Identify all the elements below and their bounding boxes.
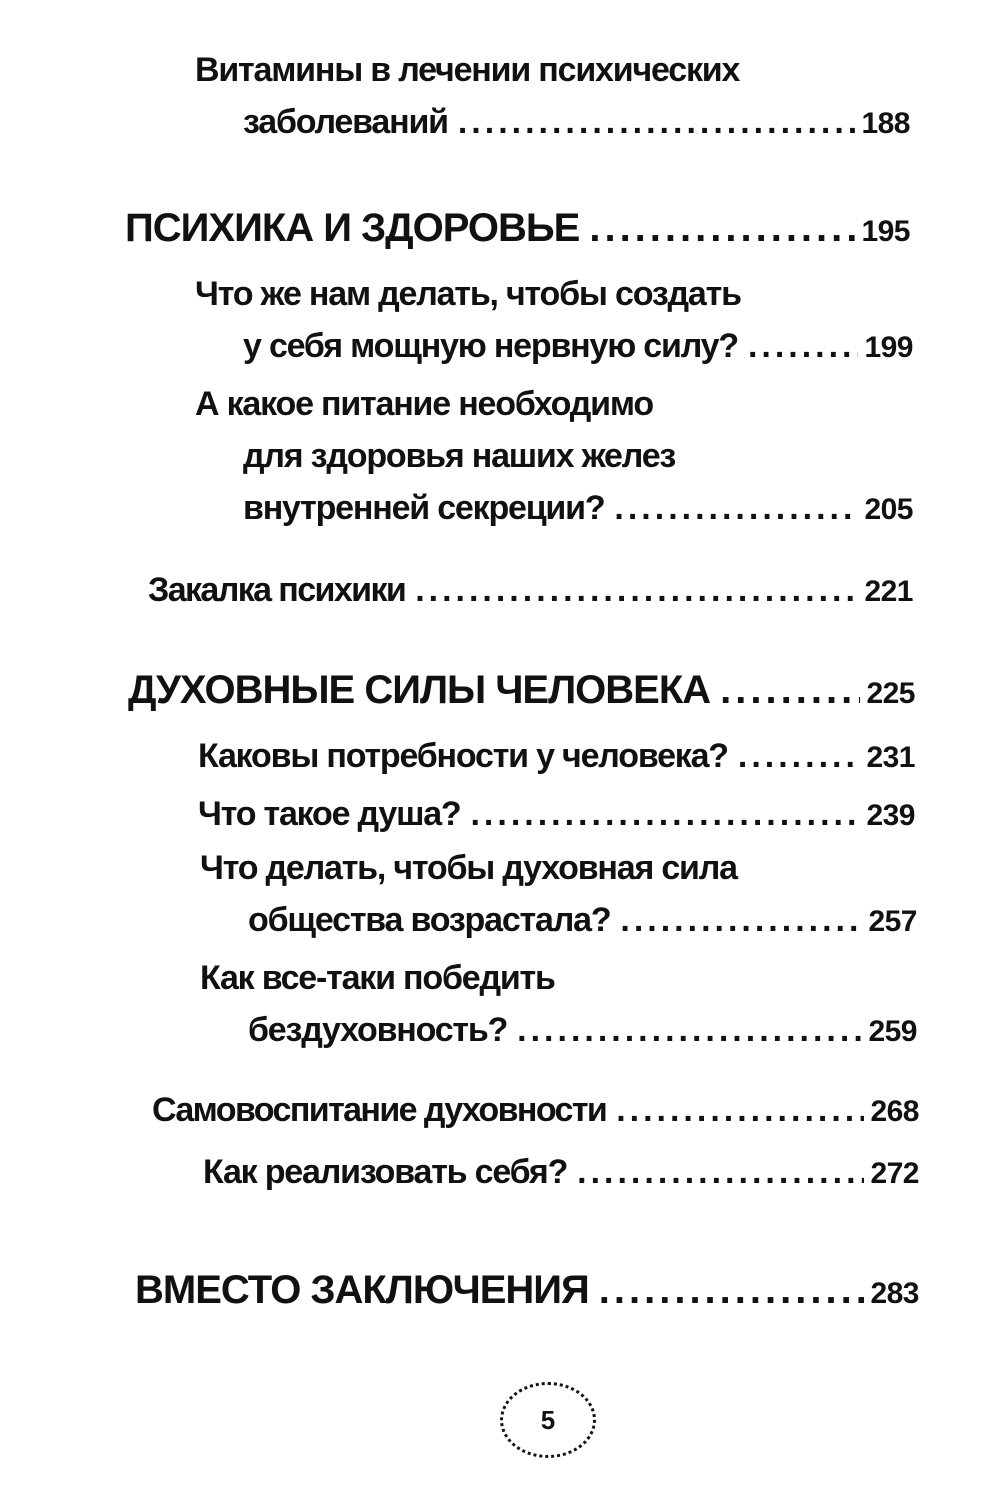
toc-page-number: 272 [870, 1157, 919, 1190]
toc-entry-self-education [152, 1084, 919, 1138]
toc-page-number: 239 [866, 799, 915, 832]
dot-leader [720, 660, 860, 720]
dot-leader [517, 1004, 862, 1056]
page-number-badge [500, 1382, 596, 1458]
dot-leader [589, 198, 855, 258]
toc-entry-vitamins [195, 44, 910, 150]
toc-entry-text: Каковы потребности у человека? [198, 737, 728, 775]
toc-entry-last-line [243, 482, 913, 536]
dot-leader [577, 1146, 864, 1198]
toc-entry-line [198, 730, 915, 784]
toc-entry-nutrition [195, 378, 913, 536]
toc-section-title: ВМЕСТО ЗАКЛЮЧЕНИЯ [135, 1268, 589, 1312]
toc-entry-line: А какое питание необходимо [195, 385, 653, 423]
dot-leader [620, 894, 862, 946]
toc-entry-line [152, 1084, 919, 1138]
toc-entry-line: Витамины в лечении психических [195, 51, 740, 89]
toc-entry-line [198, 788, 915, 842]
toc-page-number: 225 [866, 677, 915, 710]
toc-entry-line: для здоровья наших желез [243, 437, 676, 475]
toc-entry-line: Что же нам делать, чтобы создать [195, 275, 741, 313]
toc-entry-text: у себя мощную нервную силу? [243, 327, 738, 365]
toc-page-number: 195 [861, 215, 910, 248]
toc-entry-last-line [248, 894, 917, 948]
toc-entry-text: заболеваний [243, 103, 448, 141]
toc-section-line [128, 660, 915, 724]
dot-leader [748, 320, 859, 372]
toc-entry-line: Как все-таки победить [200, 959, 555, 997]
toc-entry-text: Самовоспитание духовности [152, 1091, 607, 1129]
toc-entry-soul [198, 788, 915, 842]
toc-entry-text: Закалка психики [148, 571, 406, 609]
toc-page-number: 221 [864, 575, 913, 608]
toc-section-title: ПСИХИКА И ЗДОРОВЬЕ [125, 206, 580, 250]
toc-entry-text: Что такое душа? [198, 795, 461, 833]
toc-entry-text: внутренней секреции? [243, 489, 605, 527]
toc-page-number: 268 [870, 1095, 919, 1128]
toc-entry-self-realization [203, 1146, 919, 1200]
dot-leader [458, 96, 856, 148]
dot-leader [738, 730, 861, 782]
dot-leader [616, 1084, 864, 1136]
toc-section-psyche [125, 198, 910, 262]
toc-entry-spirituality [200, 952, 917, 1058]
toc-entry-society [200, 842, 917, 948]
toc-entry-line: Что делать, чтобы духовная сила [200, 849, 737, 887]
toc-page-number: 283 [870, 1277, 919, 1310]
toc-page-number: 259 [868, 1015, 917, 1048]
toc-section-conclusion [135, 1260, 919, 1324]
toc-entry-nervous-force [195, 268, 913, 374]
dot-leader [470, 788, 860, 840]
toc-entry-text: бездуховность? [248, 1011, 508, 1049]
dot-leader [415, 564, 858, 616]
toc-entry-needs [198, 730, 915, 784]
toc-entry-text: общества возрастала? [248, 901, 611, 939]
dot-leader [614, 482, 858, 534]
toc-section-spiritual [128, 660, 915, 724]
toc-section-title: ДУХОВНЫЕ СИЛЫ ЧЕЛОВЕКА [128, 668, 711, 712]
toc-entry-last-line [243, 320, 913, 374]
toc-section-line [135, 1260, 919, 1324]
dot-leader [599, 1260, 865, 1320]
toc-page-number: 199 [864, 331, 913, 364]
toc-page-number: 257 [868, 905, 917, 938]
toc-entry-line [148, 564, 913, 618]
toc-entry-last-line [243, 96, 910, 150]
toc-section-line [125, 198, 910, 262]
toc-entry-hardening [148, 564, 913, 618]
toc-entry-text: Как реализовать себя? [203, 1153, 568, 1191]
toc-page-number: 188 [861, 107, 910, 140]
toc-entry-line [203, 1146, 919, 1200]
page-number: 5 [540, 1404, 556, 1435]
toc-page-number: 231 [866, 741, 915, 774]
toc-page-number: 205 [864, 493, 913, 526]
toc-entry-last-line [248, 1004, 917, 1058]
